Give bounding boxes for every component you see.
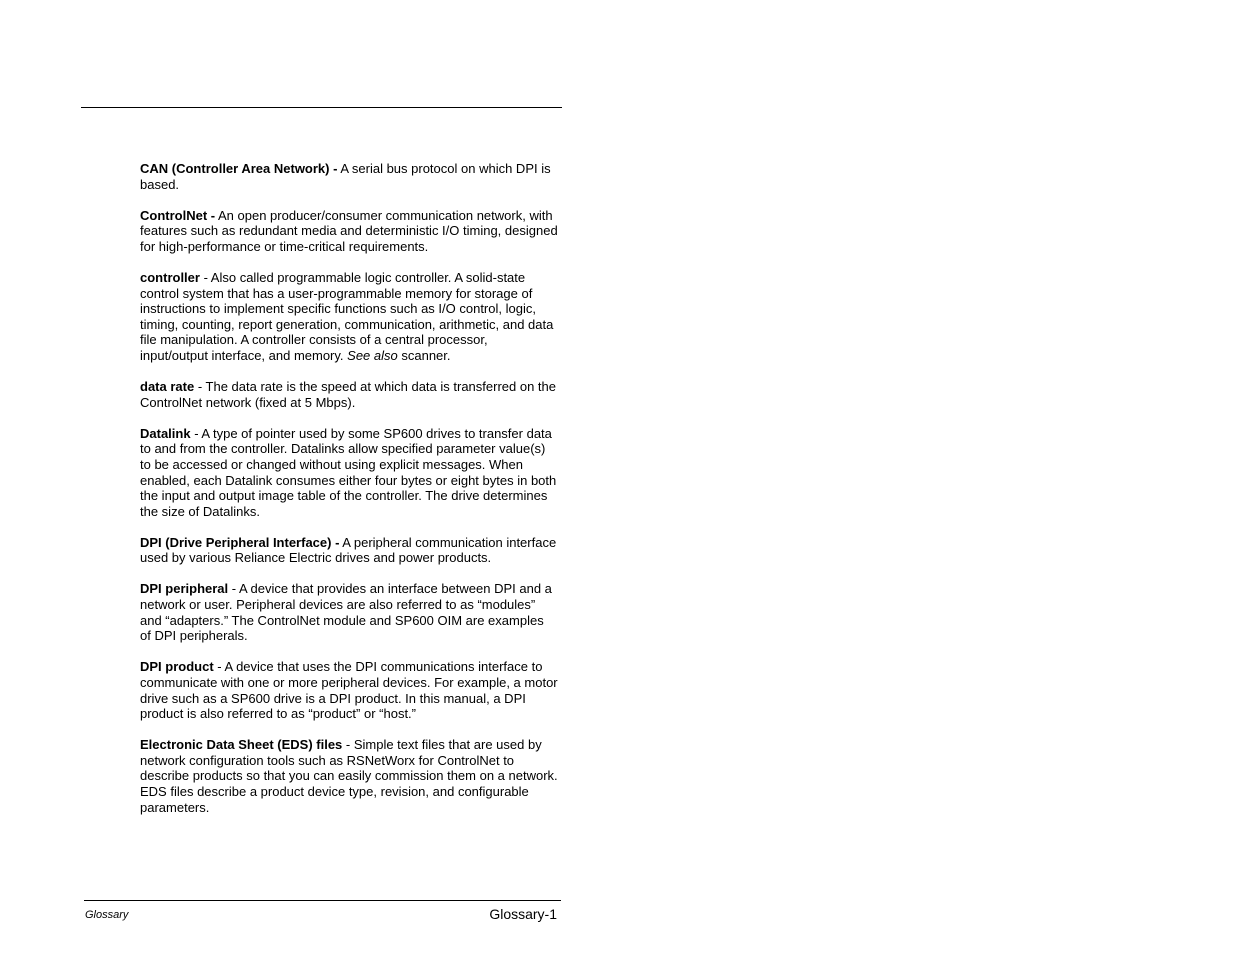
glossary-entry-dpi-product [140,659,558,721]
glossary-entry-can [140,161,558,192]
glossary-term: data rate [140,379,195,395]
glossary-definition: - The data rate is the speed at which data is transferred on the ControlNet network (fixed at 5 Mbps). [140,379,557,410]
footer-section-label: Glossary [85,909,129,921]
glossary-entry-controlnet [140,208,558,255]
glossary-entry-data-rate [140,379,558,410]
glossary-term: Electronic Data Sheet (EDS) files [140,737,343,753]
glossary-term: DPI peripheral [140,581,229,597]
glossary-definition: An open producer/consumer communication network, with features such as redundant media and deterministic I/O timing, designed for high-performance or time-critical requirements. [140,207,558,254]
glossary-entry-controller [140,270,558,364]
glossary-term: controller [140,269,200,285]
glossary-definition: - Simple text files that are used by network configuration tools such as RSNetWorx for ControlNet to describe products so that you can easily commission them on a network. EDS files describe a product device type, revision, and configurable parameters. [140,737,558,815]
glossary-term: ControlNet - [140,207,216,223]
page-number: Glossary-1 [489,906,557,922]
glossary-entry-datalink [140,426,558,520]
glossary-entry-dpi [140,535,558,566]
glossary-definition: - A type of pointer used by some SP600 drives to transfer data to and from the controller. Datalinks allow specified parameter value(s) to be accessed or changed without using explicit messages. When enabled, each Datalink consumes either four bytes or eight bytes in both the input and output image table of the controller. The drive determines the size of Datalinks. [140,425,557,519]
glossary-definition: - A device that uses the DPI communications interface to communicate with one or more peripheral devices. For example, a motor drive such as a SP600 drive is a DPI product. In this manual, a DPI product is also referred to as “product” or “host.” [140,659,558,722]
glossary-term: DPI (Drive Peripheral Interface) - [140,534,340,550]
glossary-term: Datalink [140,425,191,441]
glossary-definition: A serial bus protocol on which DPI is based. [140,161,551,192]
glossary-entry-dpi-peripheral [140,581,558,643]
glossary-definition: - A device that provides an interface between DPI and a network or user. Peripheral devices are also referred to as “modules” and “adapters.” The ControlNet module and SP600 OIM are examples of DPI peripherals. [140,581,552,644]
glossary-definition: A peripheral communication interface used by various Reliance Electric drives and power products. [140,534,557,566]
glossary-term: DPI product [140,659,214,675]
glossary-list [140,161,558,831]
footer-rule [84,900,561,901]
top-rule [81,107,562,108]
glossary-entry-eds-files [140,737,558,815]
glossary-definition: - Also called programmable logic controller. A solid-state control system that has a user-programmable memory for storage of instructions to implement specific functions such as I/O control, logic, timing, counting, report generation, communication, arithmetic, and data file manipulation. A controller consists of a central processor, input/output interface, and memory. [140,269,554,363]
glossary-definition-after: scanner. [397,347,451,363]
see-also-label: See also [347,347,398,363]
glossary-term: CAN (Controller Area Network) - [140,161,338,176]
